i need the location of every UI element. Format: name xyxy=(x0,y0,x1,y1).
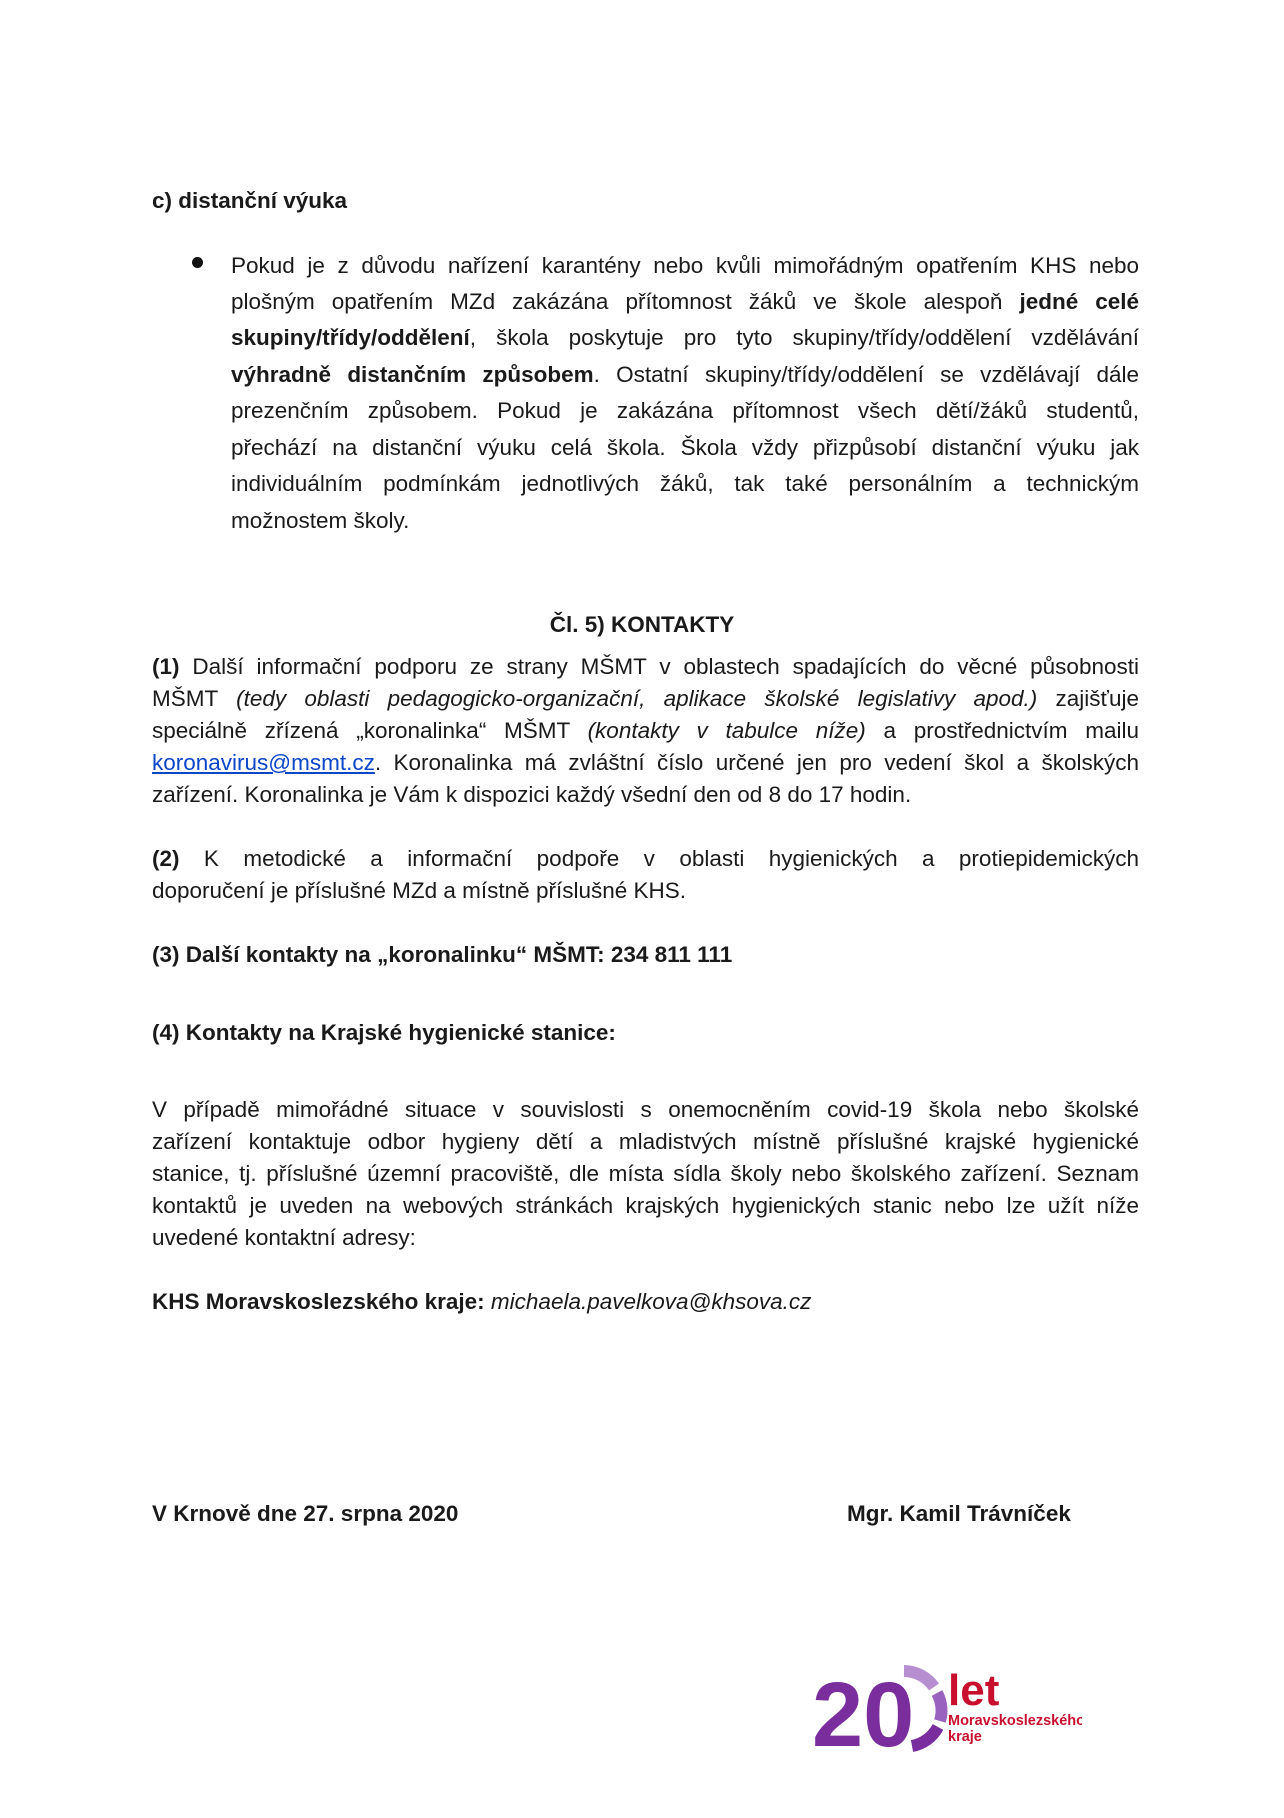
signature-name: Mgr. Kamil Trávníček xyxy=(847,1501,1071,1526)
logo-word: let xyxy=(948,1666,1000,1715)
anniversary-logo xyxy=(812,1663,1082,1753)
p5-line-3: stanice, tj. příslušné územní pracoviště, dle místa sídla školy nebo školského zařízení. Seznam xyxy=(152,1161,1139,1186)
place-date: V Krnově dne 27. srpna 2020 xyxy=(152,1501,459,1526)
bullet-line-5: prezenčním způsobem. Pokud je zakázána přítomnost všech dětí/žáků studentů, xyxy=(231,398,1139,423)
bullet-line-6: přechází na distanční výuku celá škola. Škola vždy přizpůsobí distanční výuku jak xyxy=(231,435,1139,460)
logo-line-1: Moravskoslezského xyxy=(948,1713,1082,1729)
bullet-line-4: výhradně distančním způsobem. Ostatní skupiny/třídy/oddělení se vzdělávají dále xyxy=(231,362,1140,387)
p1-line-1: (1) Další informační podporu ze strany MŠMT v oblastech spadajících do věcné působnosti xyxy=(152,654,1139,679)
p5-line-1: V případě mimořádné situace v souvislosti s onemocněním covid-19 škola nebo školské xyxy=(152,1097,1139,1122)
khs-contact xyxy=(152,1286,811,1318)
bullet-line-7: individuálním podmínkám jednotlivých žáků, tak také personálním a technickým xyxy=(231,471,1139,496)
bullet-line-2: plošným opatřením MZd zakázána přítomnost žáků ve škole alespoň jedné celé xyxy=(231,289,1140,314)
p5-line-2: zařízení kontaktuje odbor hygieny dětí a mladistvých místně příslušné krajské hygienické xyxy=(152,1129,1139,1154)
p2-line-1: (2) K metodické a informační podpoře v oblasti hygienických a protiepidemických xyxy=(152,846,1139,871)
logo-line-2: kraje xyxy=(948,1729,982,1745)
bullet-line-3: skupiny/třídy/oddělení, škola poskytuje pro tyto skupiny/třídy/oddělení vzdělávání xyxy=(231,325,1139,350)
khs-email[interactable]: michaela.pavelkova@khsova.cz xyxy=(490,1289,812,1314)
khs-label: KHS Moravskoslezského kraje: xyxy=(152,1289,485,1314)
paragraph-3: (3) Další kontakty na „koronalinku“ MŠMT: 234 811 111 xyxy=(152,942,733,967)
bullet-line-1: Pokud je z důvodu nařízení karantény nebo kvůli mimořádným opatřením KHS nebo xyxy=(231,253,1139,278)
article-title: Čl. 5) KONTAKTY xyxy=(549,612,735,637)
logo-number: 20 xyxy=(812,1664,915,1753)
bullet-line-8: možnostem školy. xyxy=(231,508,410,533)
p5-line-4: kontaktů je uveden na webových stránkách krajských hygienických stanic nebo lze užít níže xyxy=(152,1193,1139,1218)
bullet-icon xyxy=(192,257,203,268)
p1-line-5: zařízení. Koronalinka je Vám k dispozici každý všední den od 8 do 17 hodin. xyxy=(152,782,912,807)
paragraph-4: (4) Kontakty na Krajské hygienické stanice: xyxy=(152,1020,616,1045)
p2-line-2: doporučení je příslušné MZd a místně příslušné KHS. xyxy=(152,878,687,903)
logo-graphic xyxy=(812,1663,1082,1753)
p1-line-3: speciálně zřízená „koronalinka“ MŠMT (kontakty v tabulce níže) a prostřednictvím mailu xyxy=(152,718,1139,743)
p1-line-4: koronavirus@msmt.cz. Koronalinka má zvláštní číslo určené jen pro vedení škol a školských xyxy=(152,750,1139,775)
section-c-heading: c) distanční výuka xyxy=(152,188,348,213)
p5-line-5: uvedené kontaktní adresy: xyxy=(152,1225,416,1250)
p1-line-2: MŠMT (tedy oblasti pedagogicko-organizační, aplikace školské legislativy apod.) zajišťuje xyxy=(152,686,1139,711)
email-link[interactable]: koronavirus@msmt.cz xyxy=(152,750,375,775)
